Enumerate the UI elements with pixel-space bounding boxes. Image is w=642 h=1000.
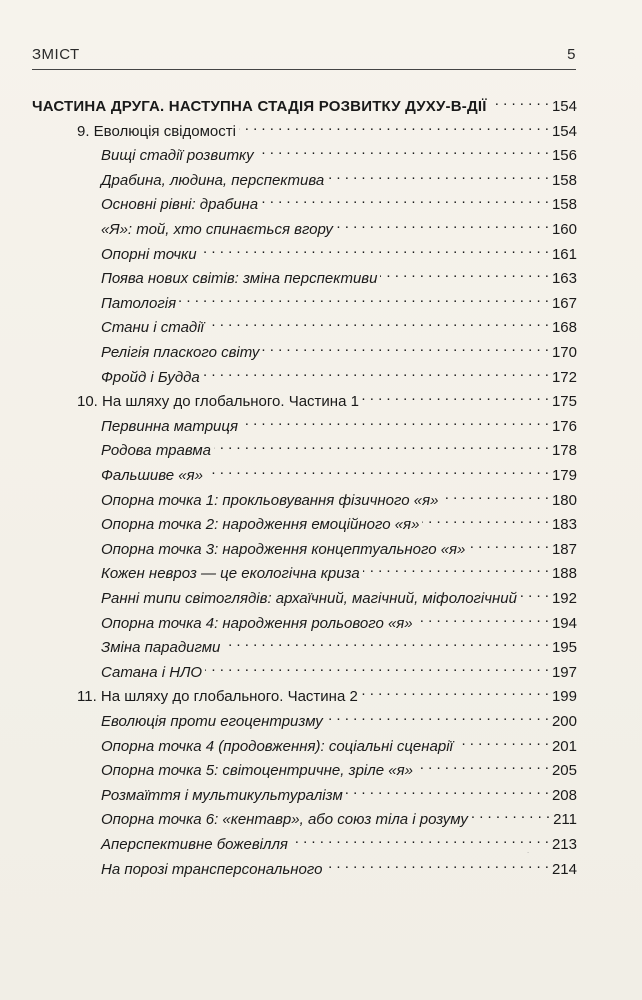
toc-leader-dots (327, 165, 549, 185)
toc-entry-page-number: 199 (551, 688, 577, 706)
toc-entry-page-number: 197 (551, 663, 577, 681)
toc-leader-dots (325, 851, 549, 874)
toc-entry-title: Поява нових світів: зміна перспективи (101, 270, 378, 288)
toc-entry-title: Опорна точка 3: народження концептуального «я» (101, 540, 466, 558)
toc-entry-title: Опорна точка 5: світоцентричне, зріле «я» (101, 762, 413, 780)
toc-entry (101, 165, 577, 189)
toc-entry-page-number: 205 (551, 762, 577, 780)
toc-entry-page-number: 156 (551, 147, 577, 165)
toc-entry-title: Основні рівні: драбина (101, 196, 259, 214)
toc-entry-page-number: 188 (551, 565, 577, 583)
toc-entry (101, 608, 577, 632)
running-head-page-number: 5 (567, 46, 576, 63)
running-head-title: ЗМІСТ (32, 46, 80, 63)
toc-leader-dots (380, 263, 548, 283)
toc-entry-page-number: 175 (551, 393, 577, 411)
toc-leader-dots (239, 116, 549, 136)
toc-entry-page-number: 208 (551, 786, 577, 804)
toc-entry (101, 583, 577, 607)
toc-leader-dots (326, 706, 549, 726)
toc-leader-dots (261, 189, 549, 209)
toc-entry (101, 780, 577, 804)
toc-entry-title: Аперспективне божевілля (101, 836, 288, 853)
toc-entry-title: Фальшиве «я» (101, 467, 203, 484)
toc-entry-title: Опорна точка 4 (продовження): соціальні сценарії (101, 737, 453, 755)
toc-entry (101, 140, 577, 165)
toc-entry-page-number: 170 (551, 344, 577, 361)
toc-entry (101, 706, 577, 730)
toc-entry-page-number: 179 (551, 467, 577, 484)
toc-leader-dots (291, 829, 549, 849)
toc-entry (32, 91, 577, 115)
toc-leader-dots (207, 312, 549, 332)
toc-entry (101, 509, 577, 534)
toc-entry (101, 731, 577, 755)
toc-leader-dots (363, 558, 549, 578)
toc-entry (101, 657, 577, 681)
toc-entry (101, 851, 577, 878)
toc-leader-dots (456, 731, 549, 751)
toc-entry (101, 263, 577, 288)
toc-entry-title: Стани і стадії (101, 319, 204, 337)
toc-entry-page-number: 158 (551, 171, 577, 189)
toc-entry-title: Опорна точка 2: народження емоційного «я» (101, 516, 420, 534)
toc-entry-title: Вищі стадії розвитку (101, 147, 254, 165)
toc-entry-title: Опорна точка 6: «кентавр», або союз тіла і розуму (101, 811, 468, 829)
toc-entry (101, 312, 577, 337)
toc-entry-page-number: 158 (551, 196, 577, 214)
toc-entry-title: Релігія плаского світу (101, 344, 260, 361)
toc-entry (101, 411, 577, 435)
toc-leader-dots (214, 435, 549, 455)
toc-leader-dots (205, 657, 549, 677)
toc-entry-page-number: 160 (551, 221, 577, 238)
toc-leader-dots (422, 509, 549, 529)
toc-entry (101, 460, 577, 484)
toc-entry-title: Патологія (101, 294, 177, 312)
toc-leader-dots (241, 411, 549, 431)
toc-entry (101, 755, 577, 780)
toc-entry-title: Опорні точки (101, 245, 197, 263)
header-rule (32, 69, 576, 70)
toc-entry (101, 189, 577, 214)
toc-leader-dots (362, 386, 549, 406)
toc-entry-page-number: 187 (551, 540, 577, 558)
toc-entry-page-number: 211 (553, 811, 577, 829)
toc-entry-title: 11. На шляху до глобального. Частина 2 (77, 688, 358, 706)
toc-entry-page-number: 192 (551, 590, 577, 607)
toc-entry-page-number: 200 (551, 713, 577, 730)
toc-entry-title: Родова травма (101, 442, 211, 460)
toc-leader-dots (223, 632, 549, 652)
toc-entry (101, 632, 577, 657)
toc-entry-title: Фройд і Будда (101, 368, 200, 386)
toc-entry (101, 362, 577, 386)
toc-entry-page-number: 163 (551, 270, 577, 288)
toc-entry-title: Драбина, людина, перспектива (101, 171, 325, 189)
toc-entry-page-number: 176 (551, 417, 577, 435)
toc-entry (101, 288, 577, 312)
toc-leader-dots (471, 804, 550, 824)
toc-entry-title: Сатана і НЛО (101, 663, 203, 681)
toc-entry (101, 558, 577, 583)
toc-entry-title: Опорна точка 4: народження рольового «я» (101, 614, 413, 632)
toc-leader-dots (336, 214, 549, 234)
toc-entry (101, 829, 577, 853)
toc-leader-dots (203, 362, 549, 382)
toc-entry-title: ЧАСТИНА ДРУГА. НАСТУПНА СТАДІЯ РОЗВИТКУ ДУХУ-В-ДІЇ (32, 98, 487, 115)
toc-entry (77, 386, 577, 411)
toc-entry-title: Кожен невроз — це екологічна криза (101, 565, 360, 583)
toc-entry-page-number: 154 (551, 122, 577, 140)
toc-leader-dots (361, 681, 549, 701)
toc-entry (101, 534, 577, 558)
toc-entry-title: Первинна матриця (101, 417, 238, 435)
toc-entry-title: Опорна точка 1: прокльовування фізичного «я» (101, 491, 439, 509)
toc-leader-dots (206, 460, 549, 480)
toc-entry-page-number: 183 (551, 516, 577, 534)
toc-leader-dots (200, 239, 549, 259)
toc-entry-title: Еволюція проти егоцентризму (101, 713, 323, 730)
toc-leader-dots (257, 140, 549, 160)
toc-entry-page-number: 194 (551, 614, 577, 632)
toc-entry (101, 214, 577, 238)
toc-entry (101, 485, 577, 509)
toc-leader-dots (468, 534, 549, 554)
toc-entry (77, 681, 577, 706)
toc-leader-dots (416, 755, 549, 775)
running-head (32, 41, 576, 63)
toc-entry (101, 239, 577, 263)
toc-entry-page-number: 180 (551, 491, 577, 509)
toc-entry (101, 435, 577, 460)
toc-leader-dots (262, 337, 549, 357)
toc-leader-dots (520, 583, 549, 603)
toc-entry (101, 337, 577, 361)
toc-entry-title: 9. Еволюція свідомості (77, 122, 236, 140)
toc-entry-page-number: 168 (551, 319, 577, 337)
toc-entry (101, 804, 577, 829)
toc-entry-page-number: 161 (551, 245, 577, 263)
paper-speck: ˙ (527, 851, 530, 861)
toc-leader-dots (441, 485, 549, 505)
toc-leader-dots (346, 780, 549, 800)
toc-entry-title: 10. На шляху до глобального. Частина 1 (77, 393, 359, 411)
toc-entry-title: На порозі трансперсонального (101, 860, 323, 878)
toc-entry-title: Ранні типи світоглядів: архаїчний, магічний, міфологічний (101, 590, 517, 607)
toc-entry-page-number: 214 (551, 860, 577, 878)
toc-leader-dots (490, 91, 549, 111)
toc-entry-page-number: 178 (551, 442, 577, 460)
toc-entry (77, 116, 577, 140)
toc-entry-page-number: 213 (551, 836, 577, 853)
toc-entry-page-number: 167 (551, 294, 577, 312)
toc-entry-page-number: 154 (551, 98, 577, 115)
toc-entry-title: Зміна парадигми (101, 639, 221, 657)
toc-leader-dots (416, 608, 549, 628)
toc-leader-dots (179, 288, 549, 308)
toc-entry-page-number: 201 (551, 737, 577, 755)
toc-entry-title: «Я»: той, хто спинається вгору (101, 221, 333, 238)
toc-entry-page-number: 195 (551, 639, 577, 657)
toc-entry-page-number: 172 (551, 368, 577, 386)
toc-entry-title: Розмаїття і мультикультуралізм (101, 786, 343, 804)
